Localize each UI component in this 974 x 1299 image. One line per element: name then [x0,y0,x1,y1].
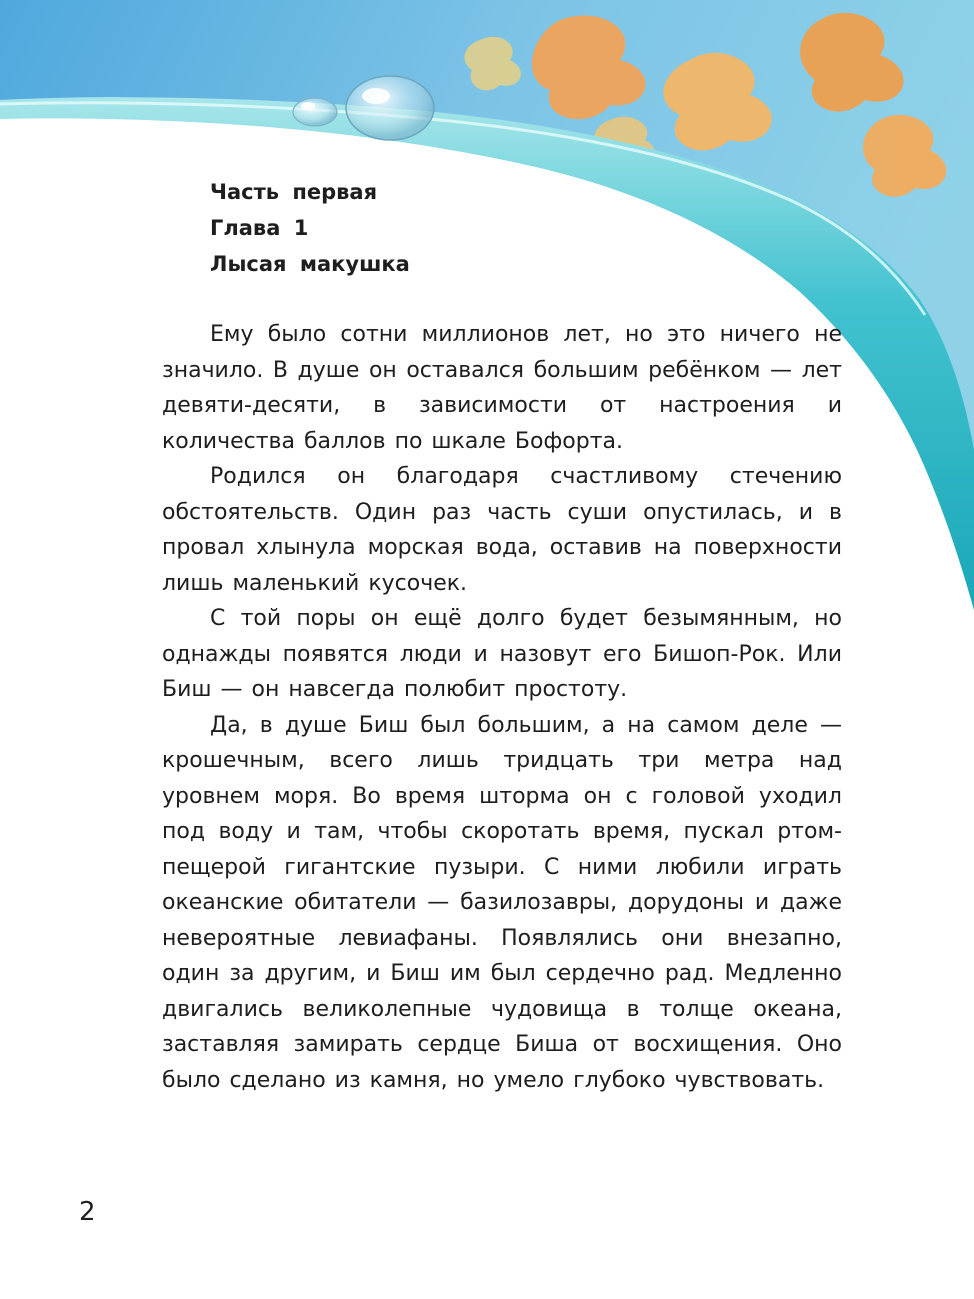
story-text [162,317,842,1098]
page-number: 2 [79,1197,96,1227]
chapter-title: Лысая макушка [210,252,410,276]
paragraph: Ему было сотни миллионов лет, но это ничего не значило. В душе он оставался большим ребёнком — лет девяти-десяти, в зависимости от настроения и количества баллов по шкале Бофорта. [162,322,842,454]
paragraph: С той поры он ещё долго будет безымянным, но однажды появятся люди и назовут его Бишоп-Рок. Или Биш — он навсегда полюбит простоту. [162,606,842,702]
chapter-heading [210,174,410,282]
chapter-number: Глава 1 [210,216,309,240]
paragraph: Да, в душе Биш был большим, а на самом деле — крошечным, всего лишь тридцать три метра над уровнем моря. Во время шторма он с головой уходил под воду и там, чтобы скоротать время, пускал ртом-пещерой гигантские пузыри. С ними любили играть океанские обитатели — базилозавры, дорудоны и даже невероятные левиафаны. Появлялись они внезапно, один за другим, и Биш им был сердечно рад. Медленно двигались великолепные чудовища в толще океана, заставляя замирать сердце Биша от восхищения. Оно было сделано из камня, но умело глубоко чувствовать. [162,712,842,1093]
part-title: Часть первая [210,180,378,204]
paragraph: Родился он благодаря счастливому стечению обстоятельств. Один раз часть суши опустилась, и в провал хлынула морская вода, оставив на поверхности лишь маленький кусочек. [162,464,842,596]
